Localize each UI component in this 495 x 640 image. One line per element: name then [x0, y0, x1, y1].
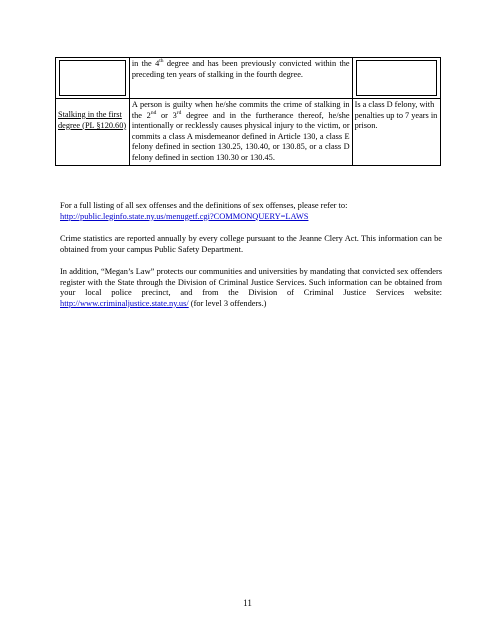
offense-cell	[56, 58, 130, 99]
laws-link[interactable]: http://public.leginfo.state.ny.us/menugetf.cgi?COMMONQUERY=LAWS	[60, 211, 309, 221]
penalty-cell	[352, 58, 440, 99]
table-row	[56, 58, 441, 99]
description-text: or 3	[156, 110, 177, 120]
paragraph-text: In addition, “Megan’s Law” protects our communities and universities by mandating that convicted sex offenders register with the State through the Division of Criminal Justice Services. Such information can be obtained from your local police precinct, and from the Division of Criminal Justice Services website:	[60, 267, 442, 297]
description-cell	[129, 58, 352, 99]
description-text: degree and in the furtherance thereof, he/she intentionally or recklessly causes physical injury to the victim, or commits a class A misdemeanor defined in Article 130, a class E felony defined in section 130.25, 130.40, or 130.85, or a class D felony defined in section 130.30 or 130.45.	[131, 110, 350, 162]
superscript: nd	[150, 109, 157, 116]
description-text: A person is guilty when he/she commits the crime of stalking in the 2	[131, 100, 350, 120]
description-text: in the 4	[131, 59, 160, 68]
paragraph-text: (for level 3 offenders.)	[188, 298, 267, 308]
offense-table	[55, 57, 441, 166]
offense-cell	[56, 99, 130, 166]
empty-box	[356, 60, 437, 96]
page-number: 11	[243, 598, 252, 608]
superscript: th	[159, 58, 164, 65]
dcjs-link[interactable]: http://www.criminaljustice.state.ny.us/	[60, 298, 189, 308]
superscript: rd	[176, 109, 182, 116]
offense-title: Stalking in the first degree (PL §120.60)	[58, 110, 127, 130]
empty-box	[59, 60, 126, 96]
paragraph-megans-law	[60, 267, 442, 309]
description-cell	[129, 99, 352, 166]
penalty-cell	[352, 99, 440, 166]
paragraph-text: For a full listing of all sex offenses and the definitions of sex offenses, please refer to:	[60, 201, 348, 210]
paragraph-listing	[60, 201, 442, 222]
paragraph-text: Crime statistics are reported annually by every college pursuant to the Jeanne Clery Act. This information can be obtained from your campus Public Safety Department.	[60, 234, 442, 254]
description-text: degree and has been previously convicted within the preceding ten years of stalking in the fourth degree.	[131, 59, 350, 79]
paragraph-clery	[60, 234, 442, 255]
penalty-text: Is a class D felony, with penalties up to 7 years in prison.	[354, 100, 438, 131]
table-row	[56, 99, 441, 166]
